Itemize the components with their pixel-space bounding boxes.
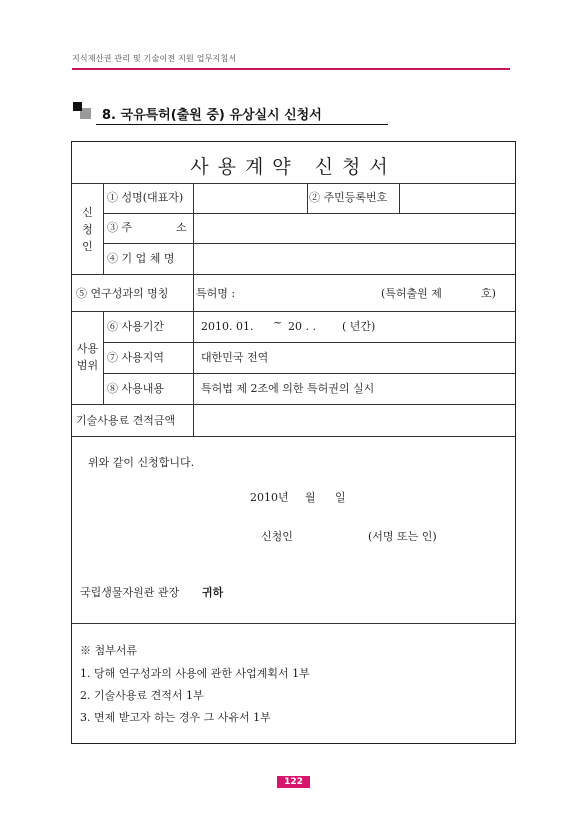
patent-application-number: (특허출원 제 (381, 287, 442, 300)
declaration-statement: 위와 같이 신청합니다. (88, 456, 195, 469)
attachments-heading: ※ 첨부서류 (80, 644, 138, 657)
usage-period-years: ( 년간) (342, 320, 376, 333)
usage-period-label: ⑥ 사용기간 (107, 320, 165, 333)
usage-region-label: ⑦ 사용지역 (107, 351, 165, 364)
contract-application-form (71, 141, 516, 744)
attachment-item: 2. 기술사용료 견적서 1부 (80, 689, 204, 702)
declaration-date-year: 2010년 (250, 491, 289, 504)
usage-content-label: ⑧ 사용내용 (107, 382, 165, 395)
declaration-date-day: 일 (335, 491, 346, 504)
company-name-label: ④ 기 업 체 명 (107, 252, 175, 265)
section-title: 8. 국유특허(출원 중) 유상실시 신청서 (102, 108, 322, 123)
declaration-recipient-suffix: 귀하 (202, 586, 224, 599)
usage-period-end: 20 . . (288, 320, 316, 333)
name-label: ① 성명(대표자) (107, 191, 184, 204)
running-header: 지식재산권 관리 및 기술이전 지원 업무지침서 (72, 54, 237, 63)
declaration-signature: (서명 또는 인) (368, 530, 437, 543)
header-rule (72, 68, 510, 70)
usage-content-value: 특허법 제 2조에 의한 특허권의 실시 (201, 382, 375, 395)
research-result-label: ⑤ 연구성과의 명칭 (76, 287, 169, 300)
usage-scope-label: 사용범위 (76, 342, 99, 372)
form-title: 사용계약 신청서 (190, 156, 397, 178)
registration-number-label: ② 주민등록번호 (309, 191, 388, 204)
address-label-suffix: 소 (176, 221, 187, 234)
page-number: 122 (277, 776, 310, 788)
patent-name-label: 특허명 : (196, 287, 236, 300)
usage-region-value: 대한민국 전역 (201, 351, 269, 364)
declaration-applicant: 신청인 (261, 530, 293, 543)
attachment-item: 1. 당해 연구성과의 사용에 관한 사업계획서 1부 (80, 667, 310, 680)
section-underline (96, 124, 388, 125)
applicant-group-label: 신청인 (82, 206, 93, 253)
usage-period-start: 2010. 01. (201, 320, 254, 333)
usage-period-tilde: ~ (273, 316, 283, 329)
address-label: ③ 주 (107, 221, 133, 234)
technology-fee-label: 기술사용료 견적금액 (76, 414, 176, 427)
attachment-item: 3. 면제 받고자 하는 경우 그 사유서 1부 (80, 711, 271, 724)
patent-application-suffix: 호) (481, 287, 496, 300)
declaration-recipient: 국립생물자원관 관장 (80, 586, 180, 599)
section-bullet-icon (73, 102, 93, 122)
declaration-date-month: 월 (305, 491, 316, 504)
